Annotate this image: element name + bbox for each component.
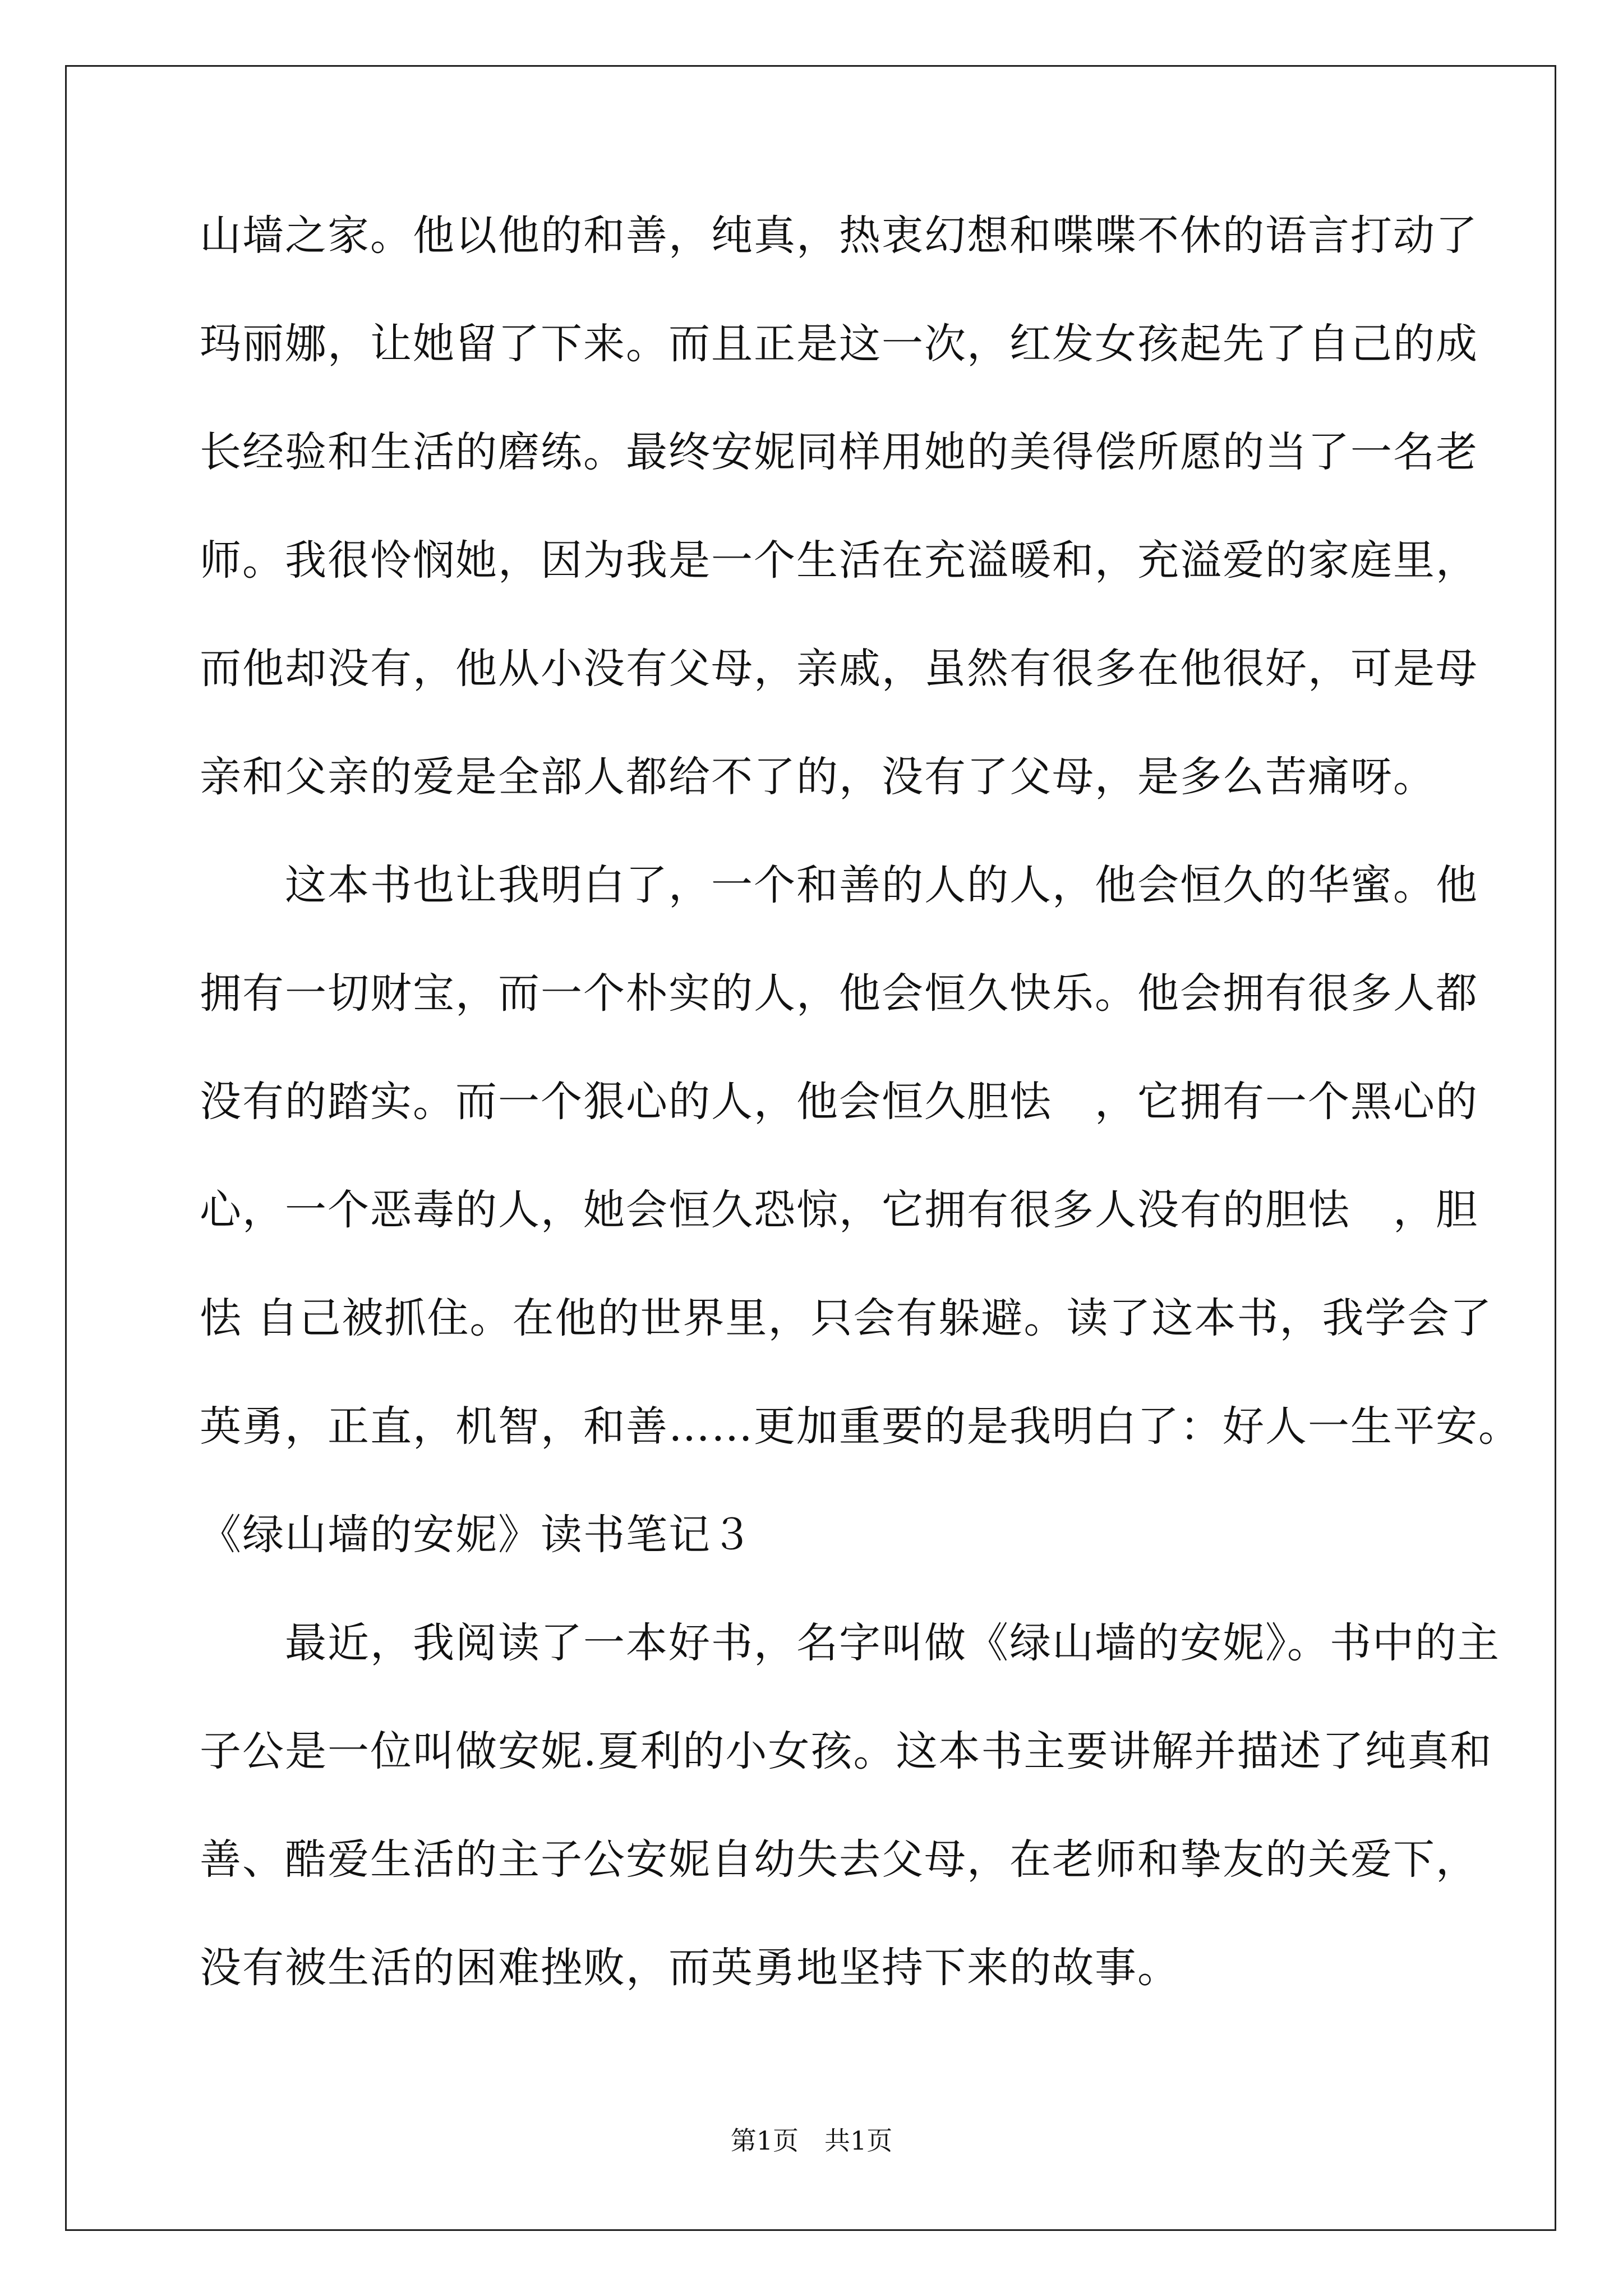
text-line: 长经验和生活的磨练。最终安妮同样用她的美得偿所愿的当了一名老: [200, 428, 1478, 476]
text-line: 善、酷爱生活的主子公安妮自幼失去父母，在老师和挚友的关爱下，: [200, 1835, 1478, 1884]
text-line: 这本书也让我明白了，一个和善的人的人，他会恒久的华蜜。他: [200, 861, 1478, 909]
text-line: 心，一个恶毒的人，她会恒久恐惊，它拥有很多人没有的胆怯 ，胆: [200, 1186, 1478, 1234]
section-heading: 《绿山墙的安妮》读书笔记３: [200, 1511, 754, 1559]
text-line: 没有的踏实。而一个狠心的人，他会恒久胆怯 ，它拥有一个黑心的: [200, 1078, 1478, 1126]
text-line: 玛丽娜，让她留了下来。而且正是这一次，红发女孩起先了自己的成: [200, 320, 1478, 368]
text-line: 拥有一切财宝，而一个朴实的人，他会恒久快乐。他会拥有很多人都: [200, 969, 1478, 1018]
text-line: 英勇，正直，机智，和善……更加重要的是我明白了：好人一生平安。: [200, 1402, 1521, 1451]
text-line: 没有被生活的困难挫败，而英勇地坚持下来的故事。: [200, 1944, 1180, 1992]
document-body: [200, 202, 1521, 2042]
text-line: 山墙之家。他以他的和善，纯真，热衷幻想和喋喋不休的语言打动了: [200, 211, 1478, 260]
text-line: 师。我很怜悯她，因为我是一个生活在充溢暖和，充溢爱的家庭里，: [200, 536, 1478, 585]
text-line: 子公是一位叫做安妮.夏利的小女孩。这本书主要讲解并描述了纯真和: [200, 1727, 1493, 1775]
text-line: 亲和父亲的爱是全部人都给不了的，没有了父母，是多么苦痛呀。: [200, 753, 1436, 801]
text-line: 怯 自己被抓住。在他的世界里，只会有躲避。读了这本书，我学会了: [200, 1294, 1493, 1342]
page-number-footer: 第1页 共1页: [730, 2125, 893, 2156]
text-line: 最近，我阅读了一本好书，名字叫做《绿山墙的安妮》。书中的主: [200, 1619, 1500, 1667]
text-line: 而他却没有，他从小没有父母，亲戚，虽然有很多在他很好，可是母: [200, 645, 1478, 693]
